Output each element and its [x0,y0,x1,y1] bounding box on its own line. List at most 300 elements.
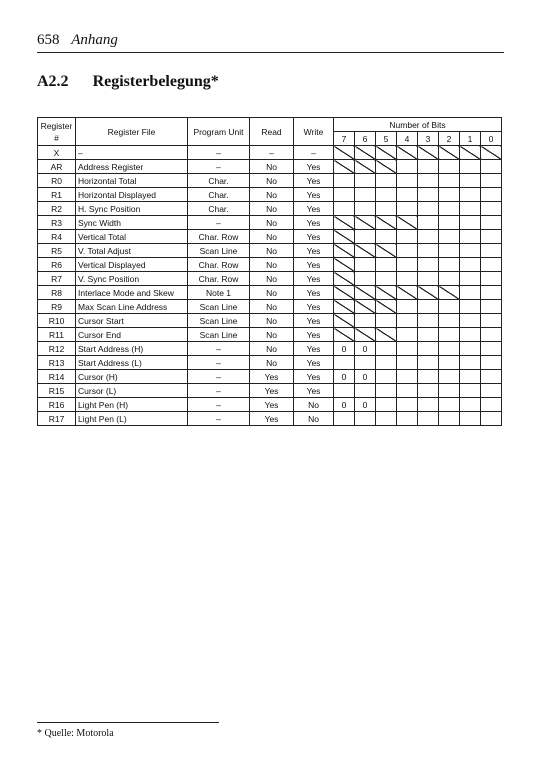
read-access: No [250,188,294,202]
bit-cell [397,272,418,286]
register-number: R12 [38,342,76,356]
bit-cell [460,272,481,286]
program-unit: – [188,384,250,398]
table-row [38,230,502,244]
bit-cell [376,412,397,426]
bit-cell [418,384,439,398]
bit-cell [460,244,481,258]
bit-unused-cell [460,146,481,160]
program-unit: Scan Line [188,300,250,314]
program-unit: – [188,146,250,160]
bit-cell [460,356,481,370]
read-access: No [250,244,294,258]
bit-unused-cell [376,160,397,174]
write-access: Yes [294,300,334,314]
program-unit: Char. [188,202,250,216]
bit-unused-cell [376,244,397,258]
bit-cell [460,314,481,328]
bit-cell [334,412,355,426]
bit-cell [355,202,376,216]
program-unit: Char. Row [188,272,250,286]
bit-header: 4 [397,132,418,146]
bit-unused-cell [376,146,397,160]
bit-unused-cell [439,146,460,160]
bit-cell: 0 [334,370,355,384]
write-access: No [294,412,334,426]
table-row [38,244,502,258]
bit-header: 5 [376,132,397,146]
bit-cell [481,328,502,342]
register-file-name: Horizontal Displayed [76,188,188,202]
bit-cell [355,174,376,188]
write-access: Yes [294,244,334,258]
register-number: R17 [38,412,76,426]
read-access: No [250,314,294,328]
program-unit: – [188,370,250,384]
bit-cell [355,258,376,272]
bit-cell [376,384,397,398]
bit-cell: 0 [334,342,355,356]
read-access: No [250,328,294,342]
program-unit: Char. [188,188,250,202]
table-row [38,356,502,370]
bit-cell [418,202,439,216]
bit-cell [481,258,502,272]
bit-unused-cell [397,286,418,300]
program-unit: – [188,356,250,370]
register-number: R1 [38,188,76,202]
bit-cell [334,174,355,188]
col-number-of-bits: Number of Bits [334,118,502,132]
bit-unused-cell [334,216,355,230]
register-number: R16 [38,398,76,412]
chapter-title: Anhang [71,32,118,48]
read-access: Yes [250,412,294,426]
register-file-name: Start Address (L) [76,356,188,370]
table-row [38,300,502,314]
bit-cell [439,216,460,230]
register-file-name: Cursor End [76,328,188,342]
bit-cell [460,286,481,300]
table-row [38,398,502,412]
bit-cell [397,202,418,216]
bit-cell [376,356,397,370]
bit-unused-cell [397,146,418,160]
table-row [38,188,502,202]
table-row [38,160,502,174]
register-number: R8 [38,286,76,300]
register-file-name: Cursor Start [76,314,188,328]
bit-cell [460,328,481,342]
write-access: Yes [294,370,334,384]
program-unit: Char. Row [188,258,250,272]
bit-cell [397,230,418,244]
bit-cell [439,370,460,384]
register-number: R3 [38,216,76,230]
col-read: Read [250,118,294,146]
bit-cell [418,258,439,272]
bit-header: 2 [439,132,460,146]
bit-cell [355,356,376,370]
register-number: R6 [38,258,76,272]
bit-cell [397,160,418,174]
bit-cell [481,314,502,328]
table-row [38,314,502,328]
bit-cell [439,300,460,314]
register-file-name: Address Register [76,160,188,174]
bit-cell [481,244,502,258]
bit-cell [418,160,439,174]
read-access: No [250,356,294,370]
bit-cell [481,300,502,314]
bit-cell [376,342,397,356]
table-header [38,118,502,146]
program-unit: Scan Line [188,314,250,328]
table-row [38,258,502,272]
bit-cell [481,174,502,188]
program-unit: Char. Row [188,230,250,244]
write-access: Yes [294,356,334,370]
bit-header: 0 [481,132,502,146]
bit-cell [418,370,439,384]
program-unit: – [188,216,250,230]
register-number: AR [38,160,76,174]
bit-header: 6 [355,132,376,146]
program-unit: – [188,412,250,426]
bit-cell [439,384,460,398]
register-file-name: Light Pen (H) [76,398,188,412]
register-file-name: Sync Width [76,216,188,230]
col-register: Register # [38,118,76,146]
bit-cell [481,286,502,300]
bit-cell [460,160,481,174]
table-row [38,272,502,286]
bit-cell [460,384,481,398]
register-file-name: Horizontal Total [76,174,188,188]
table-row [38,384,502,398]
read-access: No [250,286,294,300]
bit-cell [481,160,502,174]
bit-cell [439,202,460,216]
bit-cell [481,398,502,412]
col-register-file: Register File [76,118,188,146]
bit-unused-cell [334,328,355,342]
bit-unused-cell [355,328,376,342]
register-number: R15 [38,384,76,398]
read-access: No [250,230,294,244]
bit-unused-cell [355,286,376,300]
write-access: Yes [294,160,334,174]
write-access: Yes [294,272,334,286]
bit-cell [376,314,397,328]
read-access: No [250,300,294,314]
bit-cell [418,398,439,412]
bit-unused-cell [355,216,376,230]
bit-unused-cell [334,258,355,272]
bit-unused-cell [334,160,355,174]
bit-cell [481,412,502,426]
bit-cell [418,300,439,314]
bit-cell [376,272,397,286]
table-row [38,286,502,300]
bit-cell [418,188,439,202]
bit-unused-cell [334,272,355,286]
write-access: Yes [294,188,334,202]
bit-cell [481,230,502,244]
register-number: R0 [38,174,76,188]
program-unit: Note 1 [188,286,250,300]
register-file-name: Cursor (L) [76,384,188,398]
header-rule [37,52,504,53]
register-file-name: Start Address (H) [76,342,188,356]
bit-cell [355,188,376,202]
bit-cell [397,300,418,314]
bit-cell [376,370,397,384]
read-access: No [250,342,294,356]
bit-cell [481,216,502,230]
bit-unused-cell [376,328,397,342]
bit-cell [481,202,502,216]
write-access: Yes [294,174,334,188]
table-row [38,328,502,342]
bit-unused-cell [376,216,397,230]
bit-cell: 0 [355,370,376,384]
table-row [38,216,502,230]
bit-cell [418,314,439,328]
bit-unused-cell [334,286,355,300]
read-access: No [250,216,294,230]
bit-cell [481,342,502,356]
bit-cell [376,202,397,216]
write-access: Yes [294,230,334,244]
page-number: 658 [37,32,60,48]
bit-header: 7 [334,132,355,146]
read-access: No [250,202,294,216]
write-access: Yes [294,384,334,398]
register-number: R9 [38,300,76,314]
register-number: R11 [38,328,76,342]
bit-cell [439,258,460,272]
bit-cell [460,230,481,244]
section-number: A2.2 [37,73,69,90]
bit-cell [334,188,355,202]
register-file-name: – [76,146,188,160]
bit-cell [481,356,502,370]
bit-cell [376,230,397,244]
bit-unused-cell [355,146,376,160]
bit-cell [418,174,439,188]
bit-unused-cell [397,216,418,230]
col-write: Write [294,118,334,146]
bit-cell [397,258,418,272]
bit-cell [460,398,481,412]
read-access: No [250,160,294,174]
bit-cell [439,160,460,174]
bit-cell [460,370,481,384]
read-access: – [250,146,294,160]
running-header [37,32,118,49]
bit-cell [418,230,439,244]
bit-cell [334,202,355,216]
register-file-name: Max Scan Line Address [76,300,188,314]
bit-header: 3 [418,132,439,146]
register-file-name: Light Pen (L) [76,412,188,426]
register-file-name: Vertical Total [76,230,188,244]
write-access: Yes [294,216,334,230]
bit-cell [439,412,460,426]
bit-cell [397,244,418,258]
bit-unused-cell [355,160,376,174]
read-access: Yes [250,384,294,398]
register-file-name: H. Sync Position [76,202,188,216]
bit-cell: 0 [334,398,355,412]
bit-cell [397,370,418,384]
program-unit: – [188,398,250,412]
footnote-rule [37,722,219,723]
table-body [38,146,502,426]
section-title: Registerbelegung* [92,73,219,90]
register-number: R2 [38,202,76,216]
bit-cell [397,174,418,188]
register-file-name: Cursor (H) [76,370,188,384]
bit-cell [376,258,397,272]
write-access: Yes [294,286,334,300]
bit-cell [481,384,502,398]
write-access: Yes [294,314,334,328]
program-unit: Scan Line [188,244,250,258]
bit-cell: 0 [355,398,376,412]
register-number: R10 [38,314,76,328]
write-access: Yes [294,328,334,342]
write-access: Yes [294,342,334,356]
register-number: R5 [38,244,76,258]
bit-cell [439,356,460,370]
bit-unused-cell [418,146,439,160]
bit-cell [397,356,418,370]
program-unit: – [188,342,250,356]
bit-cell [439,230,460,244]
bit-cell [355,384,376,398]
write-access: – [294,146,334,160]
bit-cell [397,398,418,412]
read-access: Yes [250,370,294,384]
bit-unused-cell [334,244,355,258]
register-file-name: Vertical Displayed [76,258,188,272]
bit-cell [418,356,439,370]
bit-unused-cell [481,146,502,160]
bit-cell [460,174,481,188]
section-heading [37,73,219,91]
register-file-name: V. Total Adjust [76,244,188,258]
bit-unused-cell [334,230,355,244]
register-number: R4 [38,230,76,244]
bit-unused-cell [355,300,376,314]
register-file-name: V. Sync Position [76,272,188,286]
bit-cell [418,328,439,342]
program-unit: Char. [188,174,250,188]
bit-cell [460,342,481,356]
read-access: No [250,272,294,286]
bit-unused-cell [418,286,439,300]
bit-cell [439,272,460,286]
bit-cell [334,356,355,370]
program-unit: Scan Line [188,328,250,342]
bit-cell [481,188,502,202]
read-access: No [250,174,294,188]
bit-unused-cell [334,146,355,160]
write-access: Yes [294,258,334,272]
bit-cell [355,412,376,426]
bit-cell [397,314,418,328]
bit-cell [460,412,481,426]
register-table [37,117,502,426]
bit-unused-cell [376,300,397,314]
register-number: R13 [38,356,76,370]
bit-cell [355,272,376,286]
write-access: Yes [294,202,334,216]
bit-cell [334,384,355,398]
program-unit: – [188,160,250,174]
bit-cell [439,244,460,258]
bit-cell [439,174,460,188]
register-number: R7 [38,272,76,286]
bit-cell [439,398,460,412]
read-access: No [250,258,294,272]
bit-cell [418,412,439,426]
table-row [38,202,502,216]
bit-header: 1 [460,132,481,146]
bit-cell [481,272,502,286]
bit-cell [439,188,460,202]
table-row [38,342,502,356]
footnote: * Quelle: Motorola [37,728,114,739]
bit-cell [460,202,481,216]
read-access: Yes [250,398,294,412]
bit-cell [418,342,439,356]
bit-cell [397,384,418,398]
write-access: No [294,398,334,412]
register-number: X [38,146,76,160]
table-row [38,412,502,426]
bit-cell [460,300,481,314]
bit-cell [439,328,460,342]
bit-cell [418,272,439,286]
bit-unused-cell [376,286,397,300]
bit-cell [460,258,481,272]
bit-unused-cell [439,286,460,300]
bit-cell [460,188,481,202]
bit-cell [355,314,376,328]
bit-cell [355,230,376,244]
bit-cell [418,244,439,258]
table-row [38,146,502,160]
bit-cell: 0 [355,342,376,356]
col-program-unit: Program Unit [188,118,250,146]
register-number: R14 [38,370,76,384]
bit-unused-cell [355,244,376,258]
bit-unused-cell [334,300,355,314]
bit-cell [376,174,397,188]
bit-cell [397,188,418,202]
bit-cell [397,412,418,426]
bit-cell [376,398,397,412]
table-row [38,370,502,384]
register-file-name: Interlace Mode and Skew [76,286,188,300]
table-row [38,174,502,188]
bit-cell [439,342,460,356]
bit-cell [418,216,439,230]
bit-cell [376,188,397,202]
